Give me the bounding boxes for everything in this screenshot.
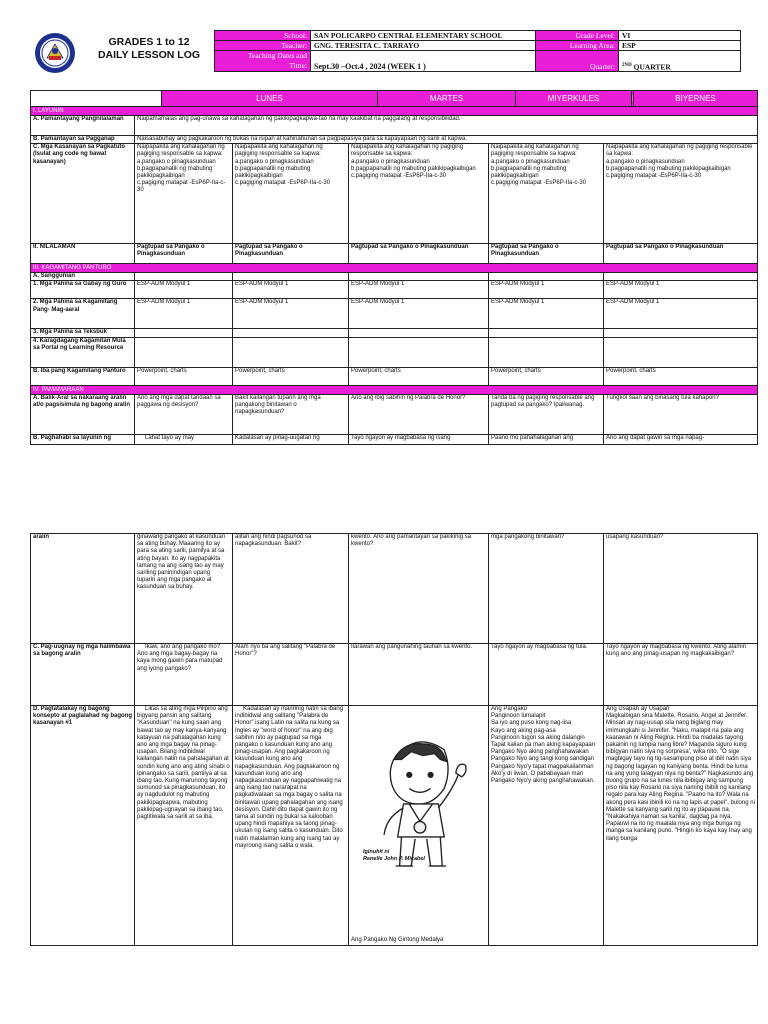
row-pamantayang-label: A. Pamantayang Pangnilalaman <box>31 116 135 136</box>
deped-seal-logo <box>34 32 76 74</box>
pagtatalakay-miyerkules <box>349 706 489 946</box>
area-label: Learning Area: <box>536 41 619 51</box>
teksbuk-lunes <box>135 329 233 337</box>
grade-value: VI <box>619 31 741 41</box>
lesson-table-page1 <box>30 90 758 107</box>
teacher-label: Teacher: <box>215 41 311 51</box>
iba-biyernes: Powerpoint, charts <box>604 367 758 385</box>
teksbuk-miyerkules <box>349 329 489 337</box>
dates-label-line2: Time: <box>289 61 307 70</box>
school-value: SAN POLICARPO CENTRAL ELEMENTARY SCHOOL <box>311 31 536 41</box>
pagtatalakay-lunes: Likas sa ating mga Pilipino ang bigyang pansin ang salitang "Kasunduan" na kung saan ang bawat tao ay may kanya-kanyang katayuan na pahalagahan kung ano ang mga bagay na pinag-usapan. Bilang indibidwal kailangan natin na pahalagahan at sundin kung ano ang ating sinabi o ipinangako sa sarili, pamilya at sa ibang tao. Kung marunong tayong sumunod sa pinagkasunduan, ito ay nagdudulot ng mabuting pakikipagkapwa, mabuting pakikipag-ugnayan sa ibang tao, pagtitiwala sa sarili at sa iba. <box>135 706 233 946</box>
lr-biyernes <box>604 337 758 367</box>
dates-value <box>311 51 536 72</box>
quarter-label-text: Quarter: <box>590 62 615 71</box>
section-pamamaraan: IV. PAMAMARAAN <box>31 385 758 394</box>
iba-miyerkules: Powerpoint, charts <box>349 367 489 385</box>
lr-martes <box>233 337 349 367</box>
teksbuk-biyernes <box>604 329 758 337</box>
paghahabi-huwebes: Paano mo pahahalagahan ang <box>489 434 604 444</box>
row-pagtatalakay-label: D. Pagtatalakay ng bagong konsepto at paglalahad ng bagong kasanayan #1 <box>31 706 135 946</box>
row-balik-label: A. Balik-Aral sa nakaraang aralin at/o pagsisimula ng bagong aralin <box>31 394 135 434</box>
gabay-miyerkules: ESP-ADM Modyul 1 <box>349 281 489 299</box>
gabay-martes: ESP-ADM Modyul 1 <box>233 281 349 299</box>
pagtatalakay-biyernes: Ang Usapan ay Usapan Magkaibigan sina Malette, Rosario, Angel at Jennifer. Minsan ay nag-uusap sila nang biglang may imimungkahi si Jennifer. "Naku, malapit na pala ang kaarawan ni Aling Regina. Hindi ba madalas tayong pakainin ng lumpia nang libre? Maganda siguro kung bibigyan natin siya ng sorpresa', wika nito. "O sige magbigay tayo ng tig-sasampung piso at ibili natin siya ng bagong lagayan ng kaniyang benta. Hindi ba luma na ang yung lalagyan niya ng benta?" Nagkasundo ang buong grupo na sa lunes nila ibibigay ang sampung piso nila kay Rosario na siya naming ibibili ng kanilang regalo para kay Aling Regina. "Paano na ito? Wala na akong pera kasi ibinili ko na ng lapis at papel", bulong ni Malette sa kanyang sarili ng ito ay papauwi na. "Nakakahiya naman sa kanila', dagdag pa niya. Papauwi na ito ng maalala niya ang mga bunga ng manga sa kanilang puno. "Hingin ko kaya kay Inay ang ilang bunga <box>604 706 758 946</box>
paguugnay-biyernes: Tayo ngayon ay magbabasa ng kwento. Ating alamin kung ano ang pinag-usapan ng magkakaibigan? <box>604 644 758 706</box>
day-header-lunes: LUNES <box>162 91 378 107</box>
title-line-1: GRADES 1 to 12 <box>108 36 190 48</box>
story-title-gintong-medalya: Ang Pangako Ng Gintong Medalya <box>351 936 444 943</box>
kasanayan-huwebes: Naipapakita ang kahalagahan ng pagiging responsable sa kapwa: a.pangako o pinagkasunduan b.pagpapanatili ng mabuting pakikipagkaibigan c.pagiging matapat -EsP6P-IIa-c-30 <box>489 144 604 244</box>
row-pagganap-text: Naisasabuhay ang pagkakaroon ng bukas na isipan at kahinahunan sa pagpapasiya para sa kapayapaan ng sarili at kapwa. <box>135 136 758 144</box>
row-lr-label: 4. Karagdagang Kagamitan Mula sa Portal ng Learning Resource <box>31 337 135 367</box>
balik-lunes: Ano ang mga dapat tandaan sa paggawa ng desisyon? <box>135 394 233 434</box>
sanggunian-miyerkules <box>349 273 489 281</box>
dates-text: Sept.30 –Oct.4 , 2024 (WEEK 1 ) <box>314 62 426 71</box>
iba-huwebes: Powerpoint, charts <box>489 367 604 385</box>
illustration-caption-1: Iginuhit ni <box>363 849 390 855</box>
aralin-huwebes: mga pangakong binitawan? <box>489 534 604 644</box>
day-header-blank <box>31 91 162 107</box>
row-kasanayan-label: C. Mga Kasanayan sa Pagkatuto (Isulat ang code ng bawat kasanayan) <box>31 144 135 244</box>
paguugnay-lunes: Ikaw, ano ang pangako mo? Ano ang mga bagay-bagay na kaya mong gawin para matupad ang iyong pangako? <box>135 644 233 706</box>
kasanayan-lunes: Naipapakita ang kahalagahan ng pagiging responsable sa kapwa: a.pangako o pinagkasunduan b.pagpapanatili ng mabuting pakikipagkaibigan c.pagiging matapat -EsP6P-IIa-c-30 <box>135 144 233 244</box>
balik-biyernes: Tungkol saan ang binasang tula kahapon? <box>604 394 758 434</box>
lr-lunes <box>135 337 233 367</box>
row-paguugnay-label: C. Pag-uugnay ng mga halimbawa sa bagong aralin <box>31 644 135 706</box>
gabay-huwebes: ESP-ADM Modyul 1 <box>489 281 604 299</box>
pagtatalakay-huwebes: Ang Pangako Panginoon lumalapit Sa iyo ang puso kong nag-iisa Kayo ang aking pag-asa Panginoon tugon sa aking dalangin Tapat kalian pa man aking kapayapaan Pangako Nyo aking panghahawakan Pangako Nyo ang tangi kong sandigan Pangako Nyo'y tapat magpakailanman Ako'y di iiwan, O pababayaan man Pangako Nyo'y aking panghahawakan. <box>489 706 604 946</box>
day-header-biyernes: BIYERNES <box>634 91 758 107</box>
row-nilalaman-label: II. NILALAMAN <box>31 244 135 264</box>
row-pagganap-label: B. Pamantayan sa Pagganap <box>31 136 135 144</box>
section-kagamitan: III. KAGAMITANG PANTURO <box>31 264 758 273</box>
sanggunian-huwebes <box>489 273 604 281</box>
document-title <box>84 36 214 62</box>
aralin-biyernes: usapang kasunduan? <box>604 534 758 644</box>
teacher-value: GNG. TERESITA C. TARRAYO <box>311 41 536 51</box>
sanggunian-biyernes <box>604 273 758 281</box>
area-value: ESP <box>619 41 741 51</box>
row-sanggunian-label: A. Sanggunian <box>31 273 135 281</box>
kasanayan-biyernes: Naipapakita ang kahalagahan ng pagiging responsable sa kapwa: a.pangako o pinagkasunduan b.pagpapanatili ng mabuting pakikipagkaibigan c.pagiging matapat -EsP6P-IIa-c-30 <box>604 144 758 244</box>
dates-label <box>215 51 311 72</box>
quarter-superscript: 2ND <box>622 62 632 68</box>
balik-huwebes: Tanda ba ng pagiging responsable ang pagtupad sa pangako? Ipaliwanag. <box>489 394 604 434</box>
lesson-grid-page1 <box>30 106 758 445</box>
quarter-label <box>536 51 619 72</box>
day-header-martes: MARTES <box>378 91 516 107</box>
paghahabi-martes: Kadalasan ay pinag-uugatan ng <box>233 434 349 444</box>
nilalaman-miyerkules: Pagtupad sa Pangako o Pinagkasunduan <box>349 244 489 264</box>
kasanayan-martes: Naipapakita ang kahalagahan ng pagiging responsable sa kapwa: a.pangako o pinagkasunduan b.pagpapanatili ng mabuting pakikipagkaibigan c.pagiging matapat -EsP6P-IIa-c-30 <box>233 144 349 244</box>
teksbuk-martes <box>233 329 349 337</box>
nilalaman-martes: Pagtupad sa Pangako o Pinagkasunduan <box>233 244 349 264</box>
gabay-biyernes: ESP-ADM Modyul 1 <box>604 281 758 299</box>
header-info-table <box>214 30 741 72</box>
row-pamantayang-text: Naipamamalas ang pag-unawa sa kahalagahan ng pakikipagkapwa-tao na may kaakibat na paggalang at responsibilidad. <box>135 116 758 136</box>
row-teksbuk-label: 3. Mga Pahina sa Teksbuk <box>31 329 135 337</box>
title-line-2: DAILY LESSON LOG <box>97 49 201 61</box>
paghahabi-lunes: Lahat tayo ay may <box>135 434 233 444</box>
grade-label: Grade Level: <box>536 31 619 41</box>
gabay-lunes: ESP-ADM Modyul 1 <box>135 281 233 299</box>
row-kagamitang-mag-label: 2. Mga Pahina sa Kagamitang Pang- Mag-aaral <box>31 299 135 329</box>
iba-martes: Powerpoint, charts <box>233 367 349 385</box>
row-paghahabi-label: B. Paghahabi sa layunin ng <box>31 434 135 444</box>
iba-lunes: Powerpoint, charts <box>135 367 233 385</box>
kagamitang-mag-biyernes: ESP-ADM Modyul 1 <box>604 299 758 329</box>
sanggunian-martes <box>233 273 349 281</box>
school-label: School: <box>215 31 311 41</box>
aralin-martes: alitan ang hindi pagsunod sa napagkasunduan. Bakit? <box>233 534 349 644</box>
illustration-caption-2: Renelle John P. Micabel <box>363 856 425 862</box>
nilalaman-biyernes: Pagtupad sa Pangako o Pinagkasunduan <box>604 244 758 264</box>
paguugnay-martes: Alam nyo ba ang salitang "Palabra de Honor"? <box>233 644 349 706</box>
balik-martes: Bakit kailangan tuparin ang mga pangakong binitawan o napagkasunduan? <box>233 394 349 434</box>
section-layunin: I. LAYUNIN <box>31 107 758 116</box>
aralin-miyerkules: kwento. Ano ang pamantayan sa pakikinig sa kwento? <box>349 534 489 644</box>
paghahabi-miyerkules: Tayo ngayon ay magbabasa ng isang <box>349 434 489 444</box>
row-aralin-label: aralin <box>31 534 135 644</box>
kagamitang-mag-miyerkules: ESP-ADM Modyul 1 <box>349 299 489 329</box>
row-gabay-label: 1. Mga Pahina sa Gabay ng Guro <box>31 281 135 299</box>
paghahabi-biyernes: Ano ang dapat gawin sa mga napag- <box>604 434 758 444</box>
pagtatalakay-martes: Kadalasan ay maririnig natin sa ibang indibidwal ang salitang "Palabra de Honor" isang Latin na salita na kung sa Ingles ay "word of honor" na ang ibig sabihin nito ay pagtupad sa mga pangako o kasunduan kung ano ang pinag-usapan. Ang pagkakaroon ng kasunduan kung ano ang napagkasunduan. Ang pagkakaroon ng kasunduan kung ano ang napagkasunduan ay nagpapahiwatig na ang isang tao nararapat na pagkatiwalaan sa mga bagay o salita na binitawan upang pahalagahan ang isang desisyon. Dahil dito dapat gawin ito ng tama at sundin ng bukal sa kalooban upang hindi mapahiya sa taong pinag-ukulan ng isang salita o kasunduan. Dito natin malalaman kung ang isang tao ay mayroong isang salita o wala. <box>233 706 349 946</box>
aralin-lunes: ginawang pangako at kasunduan sa ating buhay. Maaaring ito ay para sa ating sarili, pamilya at sa ating bayan. Ito ay nagpapakita lamang na ang isang tao ay may sariling paninindigan upang tuparin ang mga pangako at kasunduan sa buhay. <box>135 534 233 644</box>
dates-label-line1: Teaching Dates and <box>247 51 307 60</box>
kasanayan-miyerkules: Naipapakita ang kahalagahan ng pagiging responsable sa kapwa: a.pangako o pinagkasunduan b.pagpapanatili ng mabuting pakikipagkaibigan c.pagiging matapat -EsP6P-IIa-c-30 <box>349 144 489 244</box>
lesson-grid-page2 <box>30 533 758 946</box>
nilalaman-lunes: Pagtupad sa Pangako o Pinagkasunduan <box>135 244 233 264</box>
quarter-value <box>619 51 741 72</box>
day-header-miyerkules: MIYERKULES <box>516 91 632 107</box>
kagamitang-mag-huwebes: ESP-ADM Modyul 1 <box>489 299 604 329</box>
nilalaman-huwebes: Pagtupad sa Pangako o Pinagkasunduan <box>489 244 604 264</box>
sanggunian-lunes <box>135 273 233 281</box>
paguugnay-huwebes: Tayo ngayon ay magbabasa ng tula. <box>489 644 604 706</box>
row-iba-label: B. Iba pang Kagamitang Panturo <box>31 367 135 385</box>
lr-huwebes <box>489 337 604 367</box>
kagamitang-mag-lunes: ESP-ADM Modyul 1 <box>135 299 233 329</box>
paguugnay-miyerkules: Ilarawan ang pangunahing tauhan sa kwento. <box>349 644 489 706</box>
kagamitang-mag-martes: ESP-ADM Modyul 1 <box>233 299 349 329</box>
quarter-text: QUARTER <box>633 62 671 71</box>
balik-miyerkules: Ano ang ibig sabihin ng Palabra de Honor? <box>349 394 489 434</box>
teksbuk-huwebes <box>489 329 604 337</box>
lr-miyerkules <box>349 337 489 367</box>
